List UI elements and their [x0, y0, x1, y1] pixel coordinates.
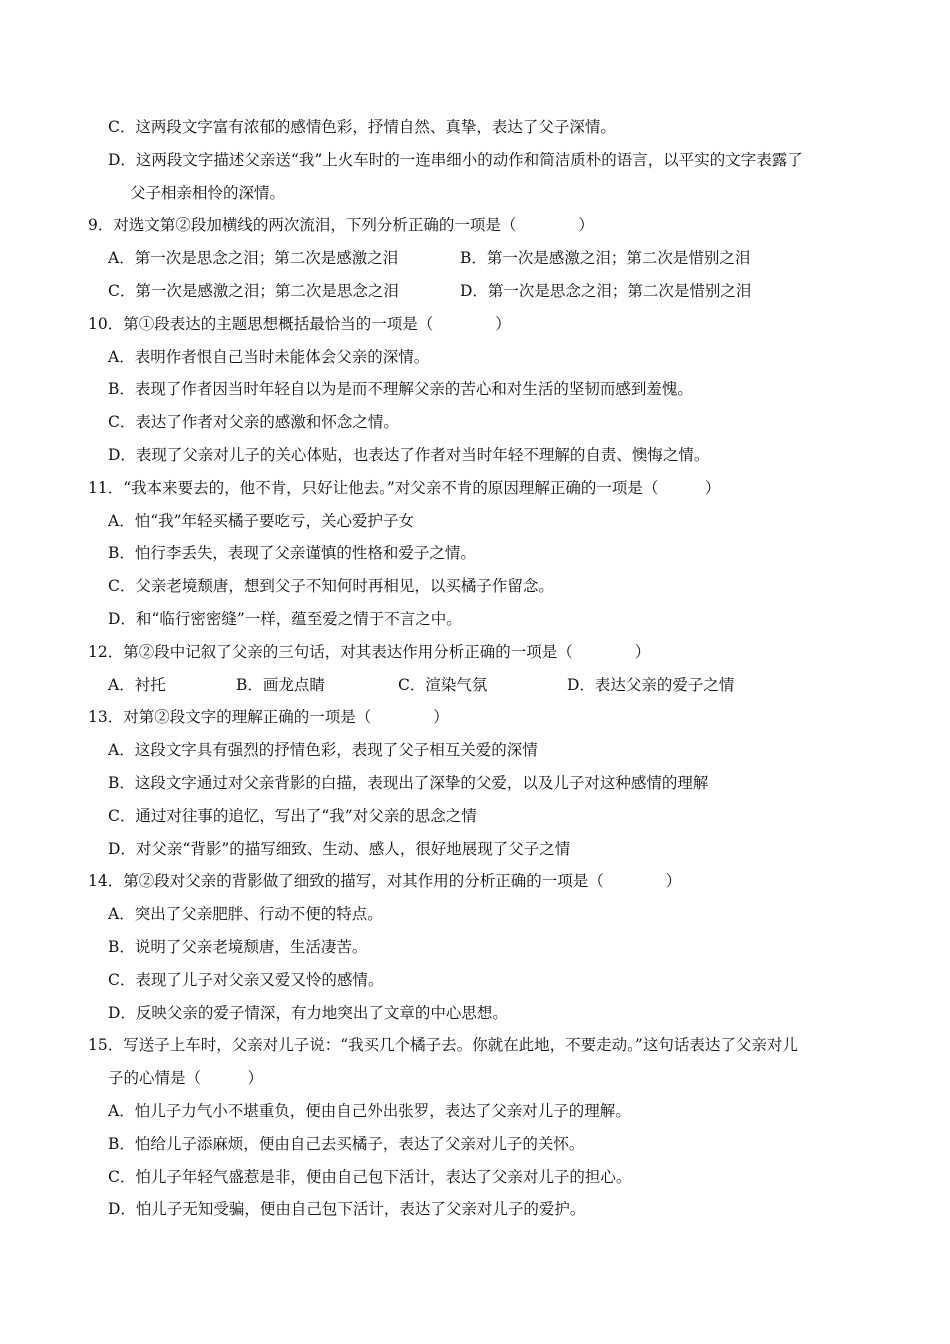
- q8-option-d-continued: 父子相亲相怜的深情。: [130, 183, 286, 202]
- question-list: [88, 111, 868, 1226]
- q14-option-c: C．表现了儿子对父亲又爱又怜的感情。: [108, 970, 384, 989]
- q9-option-b: B．第一次是感激之泪；第二次是惜别之泪: [460, 249, 751, 268]
- q14-option-d: D．反映父亲的爱子情深，有力地突出了文章的中心思想。: [108, 1003, 508, 1022]
- q13-option-b: B．这段文字通过对父亲背影的白描，表现出了深挚的父爱，以及儿子对这种感情的理解: [108, 773, 709, 792]
- q12-option-b: B．画龙点睛: [236, 675, 325, 694]
- q14-stem: 14．第②段对父亲的背影做了细致的描写，对其作用的分析正确的一项是（ ）: [88, 872, 682, 891]
- q9-options-row-1: [88, 242, 868, 275]
- q15-option-b: B．怕给儿子添麻烦，便由自己去买橘子，表达了父亲对儿子的关怀。: [108, 1134, 585, 1153]
- q12-option-d: D．表达父亲的爱子之情: [567, 675, 735, 694]
- q15-option-d: D．怕儿子无知受骗，便由自己包下活计，表达了父亲对儿子的爱护。: [108, 1200, 586, 1219]
- q11-stem: 11．“我本来要去的，他不肯，只好让他去。”对父亲不肯的原因理解正确的一项是（ ）: [88, 478, 721, 497]
- q10-option-b: B．表现了作者因当时年轻自以为是而不理解父亲的苦心和对生活的坚韧而感到羞愧。: [108, 380, 693, 399]
- q13-option-c: C．通过对往事的追忆，写出了“我”对父亲的思念之情: [108, 806, 477, 825]
- q8-option-d: D．这两段文字描述父亲送“我”上火车时的一连串细小的动作和简洁质朴的语言，以平实的文字表露了: [108, 150, 803, 169]
- q13-option-a: A．这段文字具有强烈的抒情色彩，表现了父子相互关爱的深情: [108, 741, 538, 760]
- q8-option-c: C．这两段文字富有浓郁的感情色彩，抒情自然、真挚，表达了父子深情。: [108, 118, 616, 136]
- q12-options-row: [88, 669, 868, 702]
- q10-option-a: A．表明作者恨自己当时未能体会父亲的深情。: [108, 347, 430, 366]
- q15-option-c: C．怕儿子年轻气盛惹是非，便由自己包下活计，表达了父亲对儿子的担心。: [108, 1167, 632, 1186]
- q11-option-b: B．怕行李丢失，表现了父亲谨慎的性格和爱子之情。: [108, 544, 476, 563]
- q10-option-d: D．表现了父亲对儿子的关心体贴，也表达了作者对当时年轻不理解的自责、懊悔之情。: [108, 445, 710, 464]
- q15-stem-continued: 子的心情是（ ）: [108, 1069, 264, 1088]
- q12-option-a: A．衬托: [108, 675, 166, 694]
- q9-option-a: A．第一次是思念之泪；第二次是感激之泪: [108, 249, 399, 268]
- q13-option-d: D．对父亲“背影”的描写细致、生动、感人，很好地展现了父子之情: [108, 839, 571, 858]
- q12-stem: 12．第②段中记叙了父亲的三句话，对其表达作用分析正确的一项是（ ）: [88, 642, 651, 661]
- q10-stem: 10．第①段表达的主题思想概括最恰当的一项是（ ）: [88, 314, 511, 333]
- q9-stem: 9．对选文第②段加横线的两次流泪，下列分析正确的一项是（ ）: [88, 216, 594, 235]
- q9-option-d: D．第一次是思念之泪；第二次是惜别之泪: [460, 281, 752, 300]
- q12-option-c: C．渲染气氛: [398, 675, 488, 694]
- q14-option-a: A．突出了父亲肥胖、行动不便的特点。: [108, 905, 383, 924]
- q15-option-a: A．怕儿子力气小不堪重负，便由自己外出张罗，表达了父亲对儿子的理解。: [108, 1101, 631, 1120]
- q9-options-row-2: [88, 275, 868, 308]
- q11-option-d: D．和“临行密密缝”一样，蕴至爱之情于不言之中。: [108, 609, 462, 628]
- q13-stem: 13．对第②段文字的理解正确的一项是（ ）: [88, 708, 449, 727]
- q11-option-a: A．怕“我”年轻买橘子要吃亏，关心爱护子女: [108, 511, 415, 530]
- q15-stem: 15．写送子上车时，父亲对儿子说：“我买几个橘子去。你就在此地，不要走动。”这句话表达了父亲对儿: [88, 1036, 798, 1055]
- q11-option-c: C．父亲老境颓唐，想到父子不知何时再相见，以买橘子作留念。: [108, 577, 554, 596]
- q9-option-c: C．第一次是感激之泪；第二次是思念之泪: [108, 281, 399, 300]
- q14-option-b: B．说明了父亲老境颓唐，生活凄苦。: [108, 937, 368, 956]
- q10-option-c: C．表达了作者对父亲的感激和怀念之情。: [108, 413, 399, 432]
